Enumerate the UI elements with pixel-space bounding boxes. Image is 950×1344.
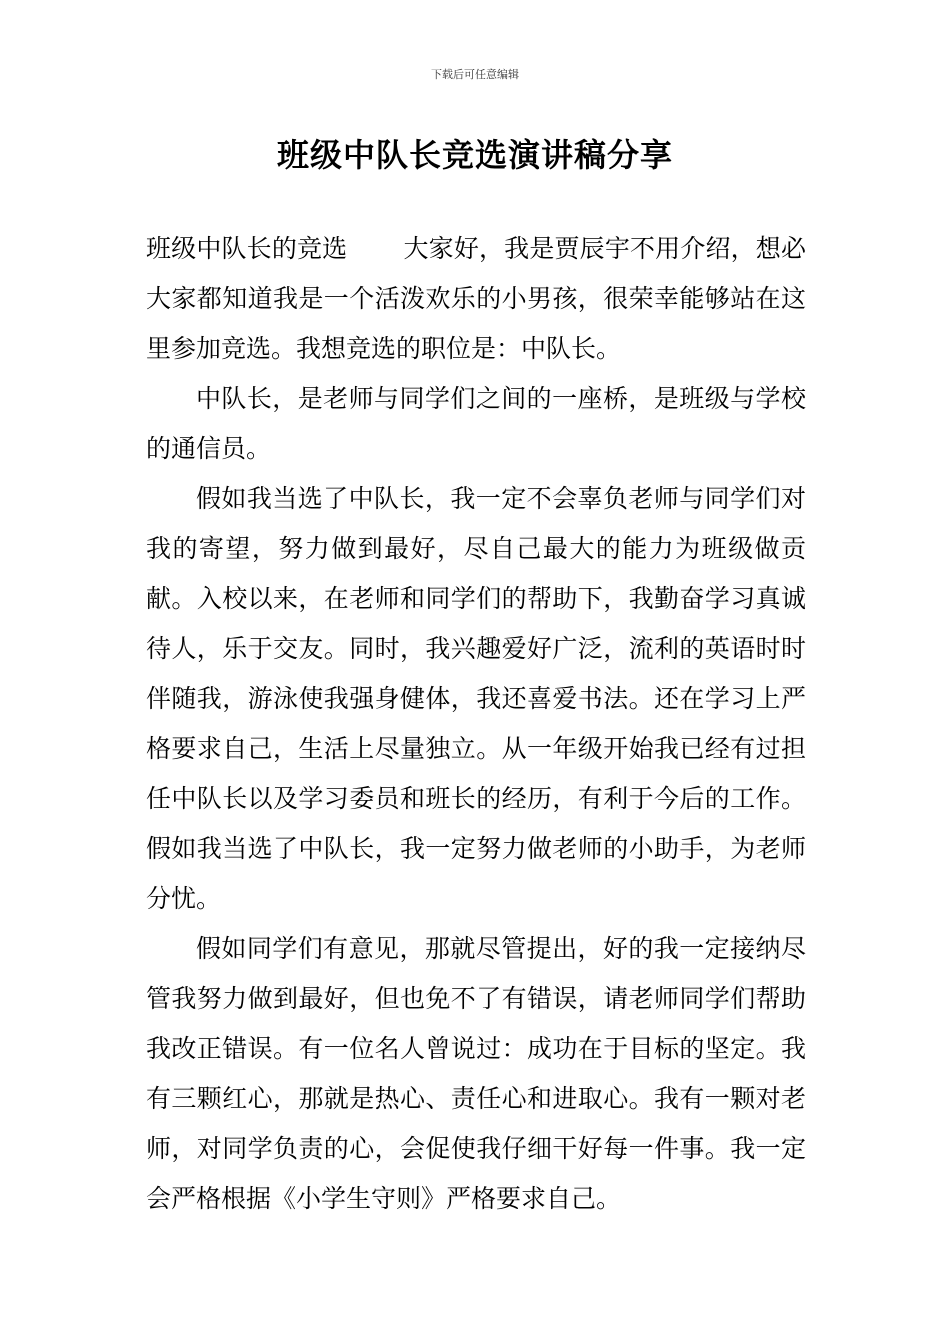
paragraph-1-lead: 班级中队长的竞选 <box>146 234 348 263</box>
paragraph-4: 假如同学们有意见，那就尽管提出，好的我一定接纳尽管我努力做到最好，但也免不了有错误，请老师同学们帮助我改正错误。有一位名人曾说过：成功在于目标的坚定。我有三颗红心，那就是热心、责任心和进取心。我有一颗对老师，对同学负责的心，会促使我仔细干好每一件事。我一定会严格根据《小学生守则》严格要求自己。 <box>146 934 806 1213</box>
paragraph-1 <box>146 224 806 374</box>
header-note: 下载后可任意编辑 <box>431 68 519 81</box>
document-body <box>146 224 806 1224</box>
paragraph-3: 假如我当选了中队长，我一定不会辜负老师与同学们对我的寄望，努力做到最好，尽自己最大的能力为班级做贡献。入校以来，在老师和同学们的帮助下，我勤奋学习真诚待人，乐于交友。同时，我兴趣爱好广泛，流利的英语时时伴随我，游泳使我强身健体，我还喜爱书法。还在学习上严格要求自己，生活上尽量独立。从一年级开始我已经有过担任中队长以及学习委员和班长的经历，有利于今后的工作。假如我当选了中队长，我一定努力做老师的小助手，为老师分忧。 <box>146 484 806 913</box>
paragraph-2: 中队长，是老师与同学们之间的一座桥，是班级与学校的通信员。 <box>146 384 806 463</box>
paragraph-1-text: 大家好，我是贾辰宇不用介绍，想必大家都知道我是一个活泼欢乐的小男孩，很荣幸能够站在这里参加竞选。我想竞选的职位是：中队长。 <box>146 234 806 363</box>
document-title: 班级中队长竞选演讲稿分享 <box>276 136 673 174</box>
